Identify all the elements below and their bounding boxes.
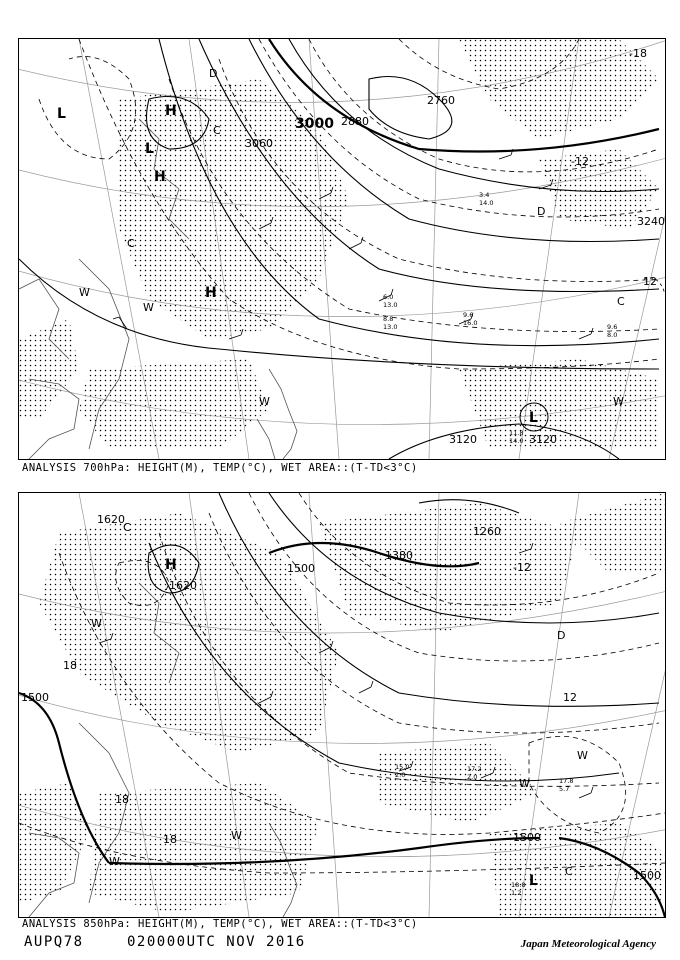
warm-marker: W	[79, 286, 90, 299]
warm-marker: W	[143, 301, 154, 314]
warm-marker: W	[613, 395, 624, 408]
station-plot: 18.8	[511, 881, 526, 889]
cold-marker: C	[213, 124, 221, 137]
map-700hpa	[19, 39, 665, 459]
station-plot: 8.8	[383, 315, 394, 323]
warm-marker: W	[109, 855, 120, 868]
high-pressure-marker: H	[154, 169, 166, 185]
station-plot: 13.0	[383, 301, 398, 309]
high-pressure-marker: H	[205, 285, 217, 301]
station-plot: 14.0	[479, 199, 494, 207]
wet-area-shading	[19, 39, 659, 449]
high-pressure-marker: H	[165, 103, 177, 119]
station-plot: 9.6	[463, 311, 474, 319]
low-pressure-marker: L	[529, 410, 538, 426]
station-plot: 5.7	[559, 785, 570, 793]
height-label: 1500	[633, 869, 661, 882]
height-label: 2760	[427, 94, 455, 107]
station-plot: 8.0	[607, 331, 618, 339]
low-pressure-marker: L	[529, 873, 538, 889]
low-pressure-marker: L	[145, 141, 154, 157]
station-plot: 2.0	[467, 773, 478, 781]
station-plot: 6.0	[383, 293, 394, 301]
caption-850hpa: ANALYSIS 850hPa: HEIGHT(M), TEMP(°C), WET AREA::(T-TD<3°C)	[22, 918, 418, 930]
high-pressure-marker: H	[165, 557, 177, 573]
station-plot: 17.8	[559, 777, 574, 785]
bulletin-id: AUPQ78	[24, 934, 84, 950]
warm-marker: W	[231, 829, 242, 842]
height-label: 3120	[449, 433, 477, 446]
wet-area-shading	[19, 493, 665, 917]
map-850hpa	[19, 493, 665, 917]
dry-marker: D	[209, 67, 218, 80]
height-label: 1500	[21, 691, 49, 704]
height-label: 3000	[295, 116, 334, 132]
station-plot: 16.0	[463, 319, 478, 327]
valid-time: 020000UTC NOV 2016	[127, 934, 306, 950]
agency-credit: Japan Meteorological Agency	[520, 938, 656, 950]
height-label: 3060	[245, 137, 273, 150]
cold-marker: C	[123, 521, 131, 534]
map-panel-850hpa	[18, 492, 666, 918]
temp-label: -18	[629, 47, 647, 60]
station-plot: 9.6	[607, 323, 618, 331]
station-plot: 1.2	[511, 889, 522, 897]
height-label: 1380	[385, 549, 413, 562]
warm-marker: W	[577, 749, 588, 762]
station-plot: 3.4	[479, 191, 490, 199]
temp-label: 18	[115, 793, 129, 806]
height-label: 1500	[287, 562, 315, 575]
height-label: 3120	[529, 433, 557, 446]
caption-700hpa: ANALYSIS 700hPa: HEIGHT(M), TEMP(°C), WET AREA::(T-TD<3°C)	[22, 462, 418, 474]
temp-label: -12	[513, 561, 531, 574]
station-plot: 13.0	[383, 323, 398, 331]
cold-marker: C	[127, 237, 135, 250]
warm-marker: W	[91, 617, 102, 630]
temp-label: -12	[571, 155, 589, 168]
warm-marker: W	[259, 395, 270, 408]
station-plot: 15.0	[395, 763, 410, 771]
height-label: 1620	[169, 579, 197, 592]
station-plot: 14.0	[509, 437, 524, 445]
temp-label: 18	[63, 659, 77, 672]
station-plot: 17.2	[467, 765, 482, 773]
temp-label: 18	[163, 833, 177, 846]
height-label: 1500	[513, 831, 541, 844]
station-plot: 11.8	[509, 429, 524, 437]
warm-marker: W	[519, 777, 530, 790]
low-pressure-marker: L	[57, 106, 66, 122]
dry-marker: D	[557, 629, 566, 642]
map-panel-700hpa	[18, 38, 666, 460]
height-label: 2880	[341, 115, 369, 128]
height-label: 1620	[97, 513, 125, 526]
cold-marker: C	[617, 295, 625, 308]
height-label: 1260	[473, 525, 501, 538]
station-plot: 2.0	[395, 771, 406, 779]
dry-marker: D	[537, 205, 546, 218]
height-label: 3240	[637, 215, 665, 228]
temp-label: 12	[643, 275, 657, 288]
temp-label: 12	[563, 691, 577, 704]
cold-marker: C	[565, 865, 573, 878]
